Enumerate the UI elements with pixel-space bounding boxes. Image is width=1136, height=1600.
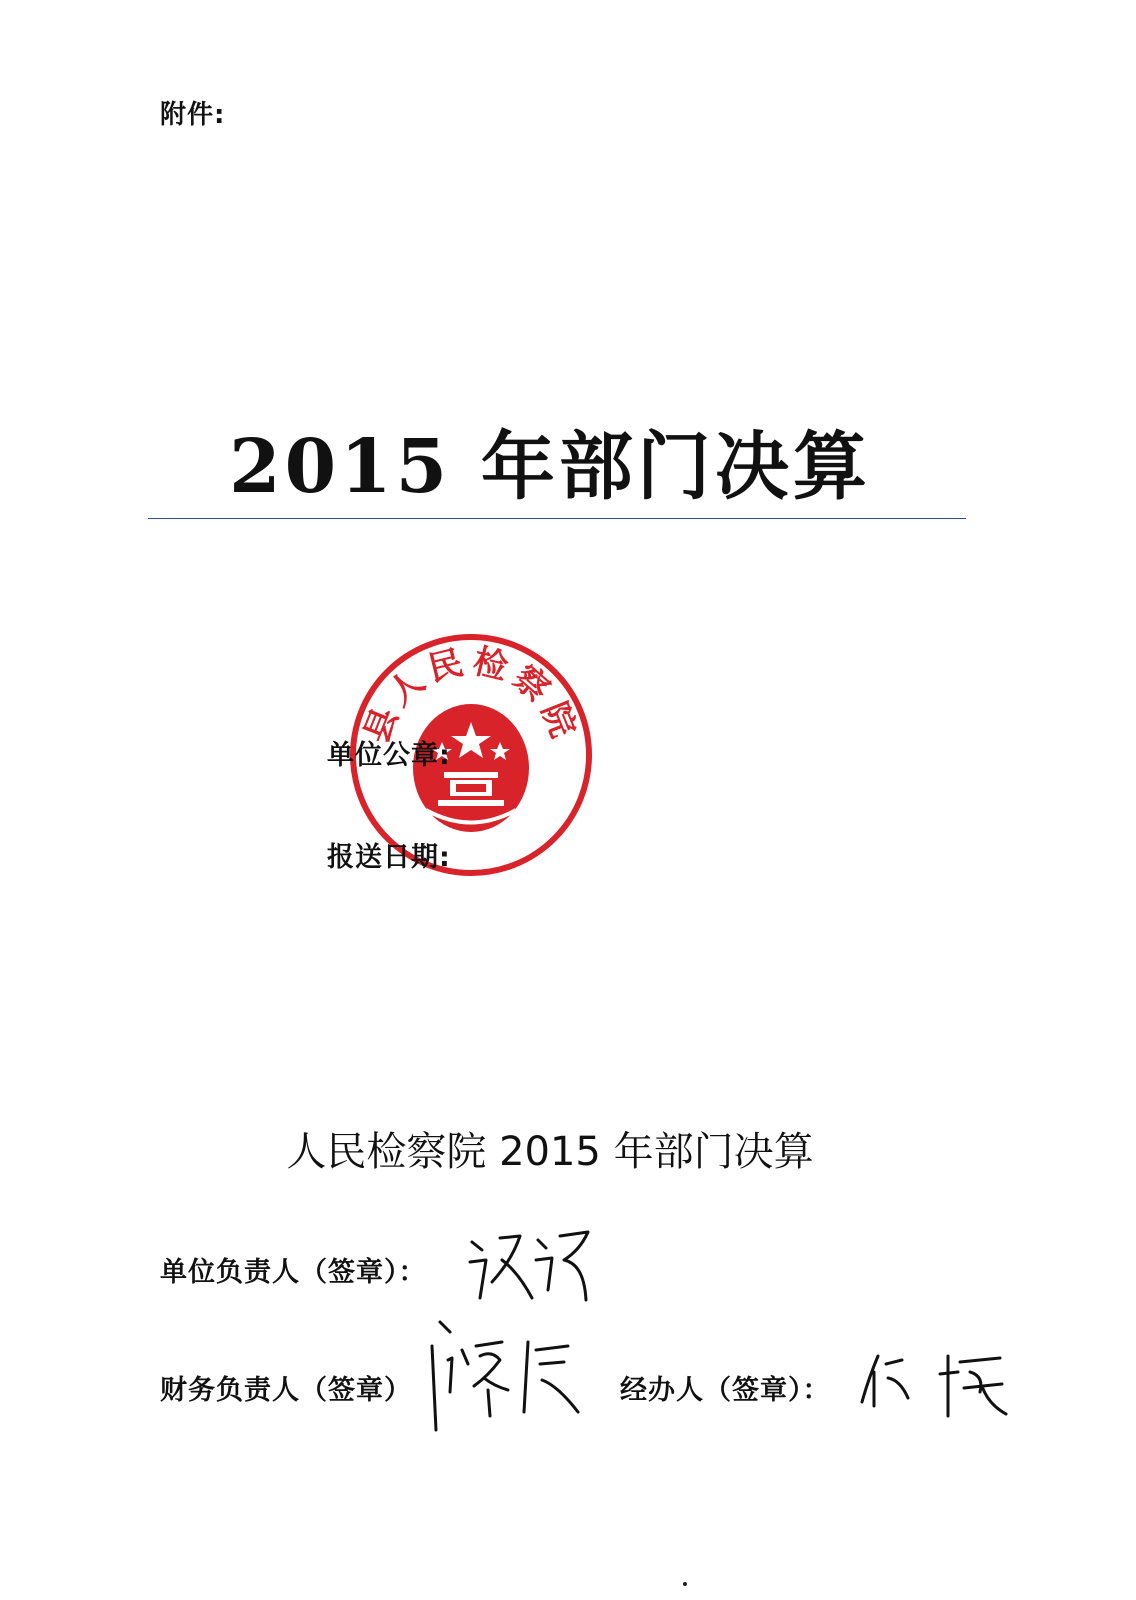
unit-seal-label: 单位公章:: [327, 740, 451, 771]
seal-ring-text: 县人民检察院: [356, 641, 586, 749]
page-mark: [683, 1582, 687, 1586]
attachment-label: 附件:: [160, 100, 226, 130]
submit-date-label: 报送日期:: [327, 842, 451, 873]
document-subtitle: 人民检察院 2015 年部门决算: [286, 1129, 814, 1175]
finance-head-signature-label: 财务负责人（签章）: [160, 1375, 412, 1406]
finance-head-signature: [428, 1320, 598, 1450]
operator-signature: [860, 1350, 1010, 1420]
document-title: 2015 年部门决算: [229, 424, 871, 510]
unit-head-signature: [462, 1220, 602, 1310]
unit-head-signature-label: 单位负责人（签章）：: [160, 1257, 427, 1288]
operator-signature-label: 经办人（签章）：: [620, 1375, 831, 1406]
title-divider: [148, 518, 966, 519]
